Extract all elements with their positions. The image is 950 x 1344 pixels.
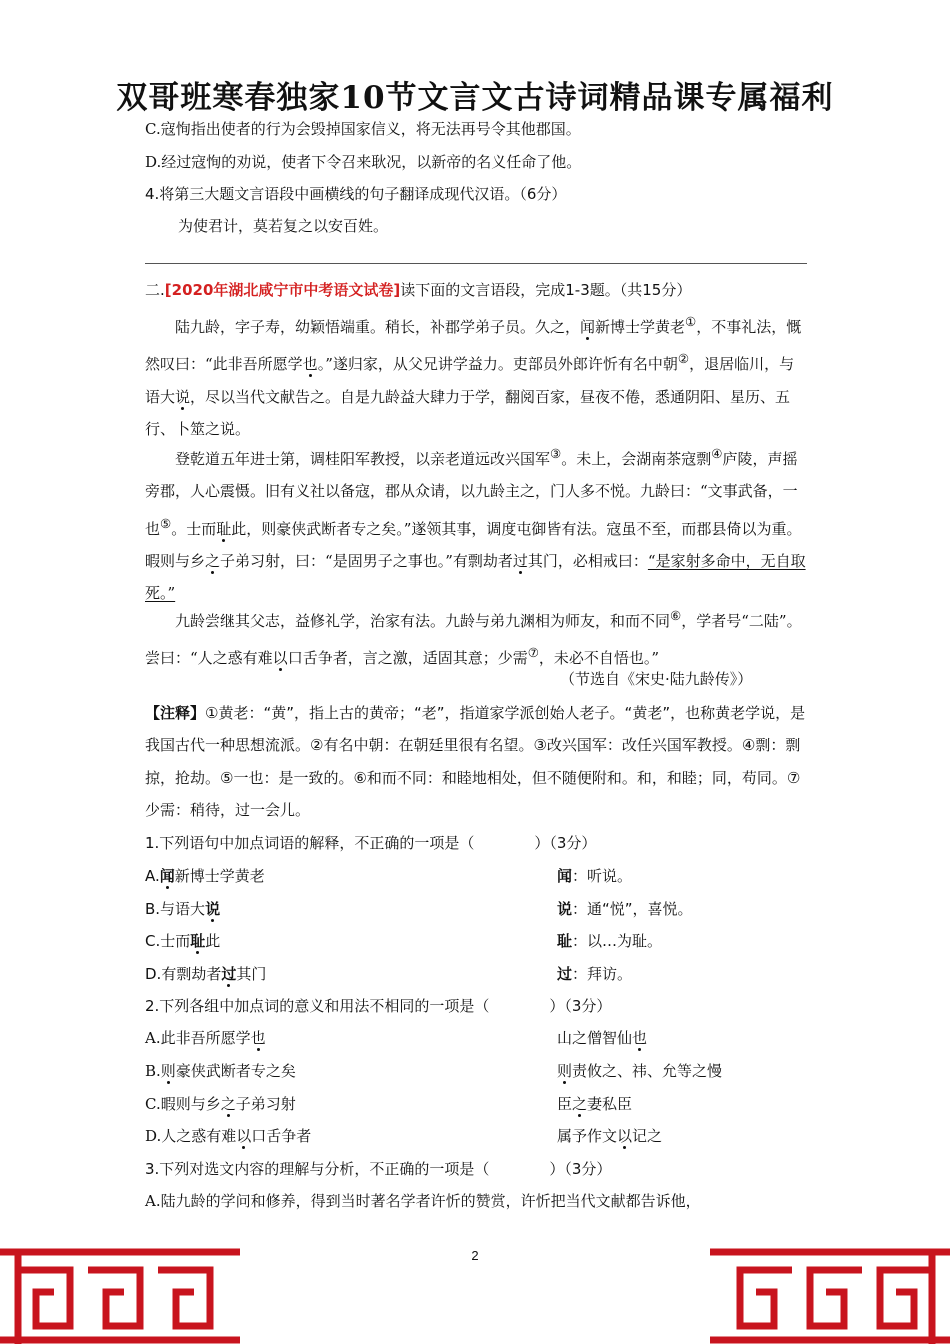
dotted-word: 过 [221,965,237,983]
passage-paragraph-3 [145,600,807,675]
gloss-word: 说 [557,900,573,918]
text: 责攸之、祎、允等之慢 [572,1062,723,1080]
footnote-marker: ② [677,351,690,367]
q3-option-a: A.陆九龄的学问和修养，得到当时著名学者许忻的赞赏，许忻把当代文献都告诉他， [145,1192,701,1210]
text: 。未上，会湖南茶寇剽 [561,450,712,468]
dotted-word: 之 [220,1095,236,1113]
fret-pattern-right [710,1230,950,1344]
dotted-word: 之 [205,551,221,570]
section-heading [145,280,691,300]
text: A. [145,867,160,885]
passage-paragraph-1 [145,306,807,445]
dotted-word: 耻 [190,932,206,950]
source-tag: [2020年湖北咸宁市中考语文试卷] [164,281,401,299]
text: 九龄尝继其父志，益修礼学，治家有法。九龄与弟九渊相为师友，和而不同 [175,612,671,630]
text: 登乾道五年进士第，调桂阳军教授，以亲老道远改兴国军 [175,450,551,468]
notes-label: 【注释】 [145,704,206,722]
text: 陆九龄，字子寿，幼颖悟端重。稍长，补郡学弟子员。久之， [175,318,581,336]
text: 此 [205,932,221,950]
option-d-text: D.经过寇恂的劝说，使者下令召来耿况，以新帝的名义任命了他。 [145,153,582,171]
gloss-text: ：听说。 [572,867,633,885]
text: 属予作文 [557,1127,618,1145]
dotted-word: 之 [572,1095,588,1113]
text: 臣 [557,1095,573,1113]
text: 。”遂归家，从父兄讲学益力。吏部员外郎许忻有名中朝 [317,355,678,374]
question-1-stem: 1.下列语句中加点词语的解释，不正确的一项是（ ）（3分） [145,834,597,852]
text: 山之僧智仙 [557,1029,633,1047]
text: 妻私臣 [587,1095,633,1113]
gloss-text: ：拜访。 [572,965,633,983]
gloss-word: 闻 [557,867,573,885]
gloss-word: 耻 [557,932,573,950]
text: ，退居临川，与语大 [145,355,795,406]
fret-border-right [710,1230,950,1344]
footnote-marker: ⑥ [670,608,682,623]
dotted-word: 过 [512,551,528,570]
dotted-word: 闻 [159,867,175,885]
text: D.人之惑有难 [145,1127,237,1145]
dotted-word: 则 [160,1062,176,1080]
text: ，学者号“二陆”。尝曰：“人之惑有难 [145,612,802,668]
text: 。士而 [171,519,217,538]
footnote-marker: ③ [550,446,562,461]
q2-option-d [145,1126,663,1146]
text: 庐陵，声摇旁郡，人心震慑。旧有义社以备寇，郡从众请，以九龄主之，门人多不悦。九龄曰：“文事武备，一也 [145,450,798,538]
fret-pattern-left [0,1230,240,1344]
text: B.与语大 [145,900,206,918]
fret-border-left [0,1230,240,1344]
citation: （节选自《宋史·陆九龄传》） [560,670,753,688]
gloss-word: 过 [557,965,573,983]
underlined-sentence: “是家射多命中，无自取死。” [145,551,806,603]
dotted-word: 以 [617,1127,633,1145]
text: 子弟习射 [235,1095,296,1113]
text: D.有剽劫者 [145,965,222,983]
q2-option-b [145,1061,723,1081]
notes [145,697,807,826]
q1-option-b [145,899,693,919]
text: 新博士学黄老 [595,318,686,336]
footnote-marker: ④ [711,446,723,461]
text: 记之 [632,1127,663,1145]
question-4: 4.将第三大题文言语段中画横线的句子翻译成现代汉语。（6分） [145,185,567,203]
dotted-word: 也 [302,355,318,374]
dotted-word: 说 [205,900,221,918]
dotted-word: 说 [175,387,191,406]
text: B. [145,1062,161,1080]
page-title: 双哥班寒春独家10节文言文古诗词精品课专属福利 [116,80,834,116]
notes-text: ①黄老：“黄”，指上古的黄帝；“老”，指道家学派创始人老子。“黄老”，也称黄老学说，是我国古代一种思想流派。②有名中朝：在朝廷里很有名望。③改兴国军：改任兴国军教授。④剽：剽掠，抢劫。⑤一也：是一致的。⑥和而不同：和睦地相处，但不随便附和。和，和睦；同，苟同。⑦少需：稍待，过一会儿。 [145,704,806,819]
question-4-sentence: 为使君计，莫若复之以安百姓。 [178,217,389,235]
question-3-stem: 3.下列对选文内容的理解与分析，不正确的一项是（ ）（3分） [145,1160,612,1178]
dotted-word: 也 [632,1029,648,1047]
dotted-word: 耻 [216,519,232,538]
footnote-marker: ⑦ [527,645,539,661]
text: 口舌争者 [251,1127,312,1145]
section-instruction: 读下面的文言语段，完成1-3题。（共15分） [400,281,692,299]
q1-option-a [145,866,633,886]
section-divider [145,263,807,264]
text: ，不事礼法，慨然叹曰：“此非吾所愿学 [145,318,802,374]
text: 豪侠武断者专之矣 [175,1062,296,1080]
text: 新博士学黄老 [174,867,265,885]
gloss-text: ：通“悦”，喜悦。 [572,900,693,918]
page-number: 2 [471,1248,479,1263]
q1-option-d [145,964,633,984]
footnote-marker: ⑤ [160,515,172,531]
text: C.暇则与乡 [145,1095,221,1113]
q2-option-a [145,1028,648,1048]
text: 此，则豪侠武断者专之矣。”遂领其事，调度屯御皆有法。寇虽不至，而郡县倚以为重。暇则与乡 [145,519,802,570]
text: C.士而 [145,932,191,950]
gloss-text: ：以…为耻。 [572,932,663,950]
dotted-word: 也 [250,1029,266,1047]
dotted-word: 则 [557,1062,573,1080]
section-prefix: 二. [145,281,165,299]
q1-option-c [145,931,663,951]
text: ，未必不自悟也。” [538,649,660,668]
text: A.此非吾所愿学 [145,1029,251,1047]
text: 口舌争者，言之激，适固其意；少需 [287,649,528,668]
footnote-marker: ① [685,314,697,329]
question-2-stem: 2.下列各组中加点词的意义和用法不相同的一项是（ ）（3分） [145,997,612,1015]
q2-option-c [145,1094,633,1114]
text: ，尽以当代文献告之。自是九龄益大肆力于学，翻阅百家，昼夜不倦，悉通阴阳、星历、五行、卜筮之说。 [145,387,791,438]
text: 子弟习射，曰：“是固男子之事也。”有剽劫者 [220,551,513,570]
dotted-word: 以 [236,1127,252,1145]
text: 其门 [236,965,267,983]
dotted-word: 以 [272,649,288,668]
text: 其门，必相戒曰： [527,551,648,570]
option-c-text: C.寇恂指出使者的行为会毁掉国家信义，将无法再号令其他郡国。 [145,120,581,138]
passage-paragraph-2 [145,438,807,609]
dotted-word: 闻 [580,318,596,336]
